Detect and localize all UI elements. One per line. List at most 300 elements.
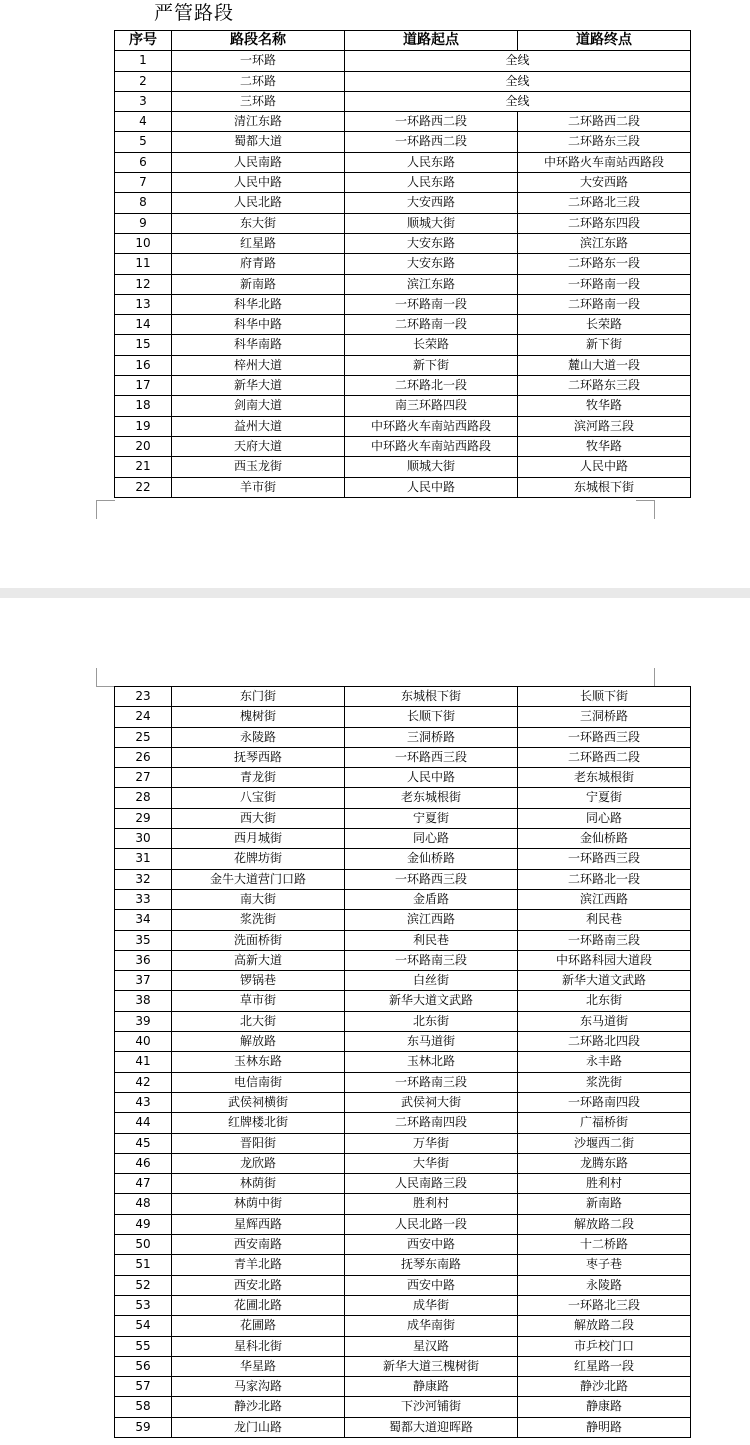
road-start: 玉林北路 bbox=[345, 1052, 518, 1072]
table-row bbox=[115, 971, 691, 991]
road-end: 长顺下街 bbox=[518, 687, 691, 707]
road-end: 二环路南一段 bbox=[518, 294, 691, 314]
road-end: 北东街 bbox=[518, 991, 691, 1011]
road-end: 一环路北三段 bbox=[518, 1295, 691, 1315]
road-end: 市乒校门口 bbox=[518, 1336, 691, 1356]
road-start: 利民巷 bbox=[345, 930, 518, 950]
table-row bbox=[115, 173, 691, 193]
road-start: 一环路西二段 bbox=[345, 112, 518, 132]
row-number: 6 bbox=[115, 152, 172, 172]
road-name: 新华大道 bbox=[172, 376, 345, 396]
row-number: 35 bbox=[115, 930, 172, 950]
document-page-2 bbox=[0, 598, 750, 1445]
road-end: 新华大道文武路 bbox=[518, 971, 691, 991]
row-number: 20 bbox=[115, 436, 172, 456]
row-number: 50 bbox=[115, 1235, 172, 1255]
road-name: 花圃北路 bbox=[172, 1295, 345, 1315]
table-row bbox=[115, 1295, 691, 1315]
table-row bbox=[115, 112, 691, 132]
road-start: 金仙桥路 bbox=[345, 849, 518, 869]
table-row bbox=[115, 1377, 691, 1397]
road-end: 胜利村 bbox=[518, 1174, 691, 1194]
road-name: 抚琴西路 bbox=[172, 747, 345, 767]
road-name: 洗面桥街 bbox=[172, 930, 345, 950]
row-number: 11 bbox=[115, 254, 172, 274]
road-end: 三洞桥路 bbox=[518, 707, 691, 727]
row-number: 32 bbox=[115, 869, 172, 889]
row-number: 10 bbox=[115, 233, 172, 253]
row-number: 16 bbox=[115, 355, 172, 375]
row-number: 48 bbox=[115, 1194, 172, 1214]
table-row bbox=[115, 1194, 691, 1214]
road-start: 中环路火车南站西路段 bbox=[345, 416, 518, 436]
road-start: 人民北路一段 bbox=[345, 1214, 518, 1234]
table-row bbox=[115, 213, 691, 233]
table-header-row bbox=[115, 31, 691, 51]
road-end: 解放路二段 bbox=[518, 1214, 691, 1234]
road-name: 剑南大道 bbox=[172, 396, 345, 416]
road-start: 抚琴东南路 bbox=[345, 1255, 518, 1275]
table-row bbox=[115, 436, 691, 456]
road-name: 人民中路 bbox=[172, 173, 345, 193]
road-name: 玉林东路 bbox=[172, 1052, 345, 1072]
road-end: 新下街 bbox=[518, 335, 691, 355]
road-end: 十二桥路 bbox=[518, 1235, 691, 1255]
road-end: 龙腾东路 bbox=[518, 1153, 691, 1173]
road-end: 静明路 bbox=[518, 1417, 691, 1437]
road-name: 红星路 bbox=[172, 233, 345, 253]
row-number: 55 bbox=[115, 1336, 172, 1356]
road-start: 静康路 bbox=[345, 1377, 518, 1397]
table-row bbox=[115, 1153, 691, 1173]
road-range-full: 全线 bbox=[345, 51, 691, 71]
road-start: 滨江东路 bbox=[345, 274, 518, 294]
road-end: 滨江西路 bbox=[518, 889, 691, 909]
road-name: 金牛大道营门口路 bbox=[172, 869, 345, 889]
road-start: 东马道街 bbox=[345, 1032, 518, 1052]
road-name: 府青路 bbox=[172, 254, 345, 274]
road-start: 金盾路 bbox=[345, 889, 518, 909]
road-start: 新华大道三槐树街 bbox=[345, 1356, 518, 1376]
road-name: 星科北街 bbox=[172, 1336, 345, 1356]
road-name: 高新大道 bbox=[172, 950, 345, 970]
road-name: 花牌坊街 bbox=[172, 849, 345, 869]
road-start: 一环路西二段 bbox=[345, 132, 518, 152]
table-row bbox=[115, 1316, 691, 1336]
row-number: 22 bbox=[115, 477, 172, 497]
row-number: 49 bbox=[115, 1214, 172, 1234]
row-number: 9 bbox=[115, 213, 172, 233]
row-number: 8 bbox=[115, 193, 172, 213]
road-name: 天府大道 bbox=[172, 436, 345, 456]
road-start: 万华街 bbox=[345, 1133, 518, 1153]
road-start: 东城根下街 bbox=[345, 687, 518, 707]
road-end: 静沙北路 bbox=[518, 1377, 691, 1397]
table-row bbox=[115, 1235, 691, 1255]
road-name: 人民北路 bbox=[172, 193, 345, 213]
road-name: 锣锅巷 bbox=[172, 971, 345, 991]
road-name: 永陵路 bbox=[172, 727, 345, 747]
road-end: 牧华路 bbox=[518, 436, 691, 456]
road-start: 一环路西三段 bbox=[345, 747, 518, 767]
road-start: 南三环路四段 bbox=[345, 396, 518, 416]
table-row bbox=[115, 1011, 691, 1031]
row-number: 7 bbox=[115, 173, 172, 193]
road-end: 大安西路 bbox=[518, 173, 691, 193]
road-start: 长荣路 bbox=[345, 335, 518, 355]
table-row bbox=[115, 1113, 691, 1133]
document-page-1 bbox=[0, 0, 750, 588]
row-number: 4 bbox=[115, 112, 172, 132]
row-number: 51 bbox=[115, 1255, 172, 1275]
table-row bbox=[115, 477, 691, 497]
table-row bbox=[115, 1032, 691, 1052]
road-end: 解放路二段 bbox=[518, 1316, 691, 1336]
road-name: 西玉龙街 bbox=[172, 457, 345, 477]
row-number: 25 bbox=[115, 727, 172, 747]
road-start: 三洞桥路 bbox=[345, 727, 518, 747]
road-start: 蜀都大道迎晖路 bbox=[345, 1417, 518, 1437]
row-number: 42 bbox=[115, 1072, 172, 1092]
row-number: 40 bbox=[115, 1032, 172, 1052]
road-end: 东城根下街 bbox=[518, 477, 691, 497]
road-end: 二环路北四段 bbox=[518, 1032, 691, 1052]
road-start: 大安东路 bbox=[345, 233, 518, 253]
road-end: 二环路东四段 bbox=[518, 213, 691, 233]
table-row bbox=[115, 274, 691, 294]
table-row bbox=[115, 808, 691, 828]
row-number: 37 bbox=[115, 971, 172, 991]
row-number: 30 bbox=[115, 829, 172, 849]
row-number: 17 bbox=[115, 376, 172, 396]
row-number: 29 bbox=[115, 808, 172, 828]
row-number: 3 bbox=[115, 91, 172, 111]
road-name: 人民南路 bbox=[172, 152, 345, 172]
road-name: 北大街 bbox=[172, 1011, 345, 1031]
row-number: 52 bbox=[115, 1275, 172, 1295]
road-name: 科华南路 bbox=[172, 335, 345, 355]
road-start: 大安东路 bbox=[345, 254, 518, 274]
road-name: 林荫街 bbox=[172, 1174, 345, 1194]
row-number: 36 bbox=[115, 950, 172, 970]
table-row bbox=[115, 991, 691, 1011]
road-name: 草市街 bbox=[172, 991, 345, 1011]
table-row bbox=[115, 132, 691, 152]
table-row bbox=[115, 294, 691, 314]
table-row bbox=[115, 71, 691, 91]
table-row bbox=[115, 335, 691, 355]
table-row bbox=[115, 315, 691, 335]
table-row bbox=[115, 396, 691, 416]
road-end: 老东城根街 bbox=[518, 768, 691, 788]
row-number: 2 bbox=[115, 71, 172, 91]
road-name: 静沙北路 bbox=[172, 1397, 345, 1417]
table-row bbox=[115, 1255, 691, 1275]
road-end: 浆洗街 bbox=[518, 1072, 691, 1092]
road-name: 花圃路 bbox=[172, 1316, 345, 1336]
row-number: 44 bbox=[115, 1113, 172, 1133]
road-start: 人民南路三段 bbox=[345, 1174, 518, 1194]
road-end: 中环路火车南站西路段 bbox=[518, 152, 691, 172]
road-name: 东大街 bbox=[172, 213, 345, 233]
row-number: 47 bbox=[115, 1174, 172, 1194]
road-start: 老东城根街 bbox=[345, 788, 518, 808]
page-corner-mark bbox=[636, 500, 655, 519]
road-name: 东门街 bbox=[172, 687, 345, 707]
road-start: 西安中路 bbox=[345, 1235, 518, 1255]
table-row bbox=[115, 930, 691, 950]
table-row bbox=[115, 193, 691, 213]
road-start: 宁夏街 bbox=[345, 808, 518, 828]
page-separator bbox=[0, 588, 750, 598]
road-end: 永丰路 bbox=[518, 1052, 691, 1072]
road-name: 羊市街 bbox=[172, 477, 345, 497]
road-end: 沙堰西二街 bbox=[518, 1133, 691, 1153]
table-row bbox=[115, 687, 691, 707]
road-start: 顺城大街 bbox=[345, 457, 518, 477]
road-name: 西安南路 bbox=[172, 1235, 345, 1255]
row-number: 27 bbox=[115, 768, 172, 788]
header-name: 路段名称 bbox=[172, 31, 345, 51]
row-number: 1 bbox=[115, 51, 172, 71]
road-end: 一环路西三段 bbox=[518, 849, 691, 869]
road-start: 一环路南三段 bbox=[345, 1072, 518, 1092]
road-end: 利民巷 bbox=[518, 910, 691, 930]
row-number: 56 bbox=[115, 1356, 172, 1376]
page-corner-mark bbox=[96, 500, 115, 519]
road-name: 青羊北路 bbox=[172, 1255, 345, 1275]
road-end: 广福桥街 bbox=[518, 1113, 691, 1133]
table-row bbox=[115, 788, 691, 808]
road-start: 西安中路 bbox=[345, 1275, 518, 1295]
road-name: 科华中路 bbox=[172, 315, 345, 335]
road-start: 白丝街 bbox=[345, 971, 518, 991]
table-row bbox=[115, 233, 691, 253]
road-start: 滨江西路 bbox=[345, 910, 518, 930]
row-number: 23 bbox=[115, 687, 172, 707]
road-end: 二环路东一段 bbox=[518, 254, 691, 274]
table-row bbox=[115, 91, 691, 111]
header-no: 序号 bbox=[115, 31, 172, 51]
road-start: 人民东路 bbox=[345, 173, 518, 193]
road-end: 东马道街 bbox=[518, 1011, 691, 1031]
table-row bbox=[115, 355, 691, 375]
page-corner-mark bbox=[636, 668, 655, 687]
road-range-full: 全线 bbox=[345, 91, 691, 111]
road-name: 龙欣路 bbox=[172, 1153, 345, 1173]
road-start: 人民东路 bbox=[345, 152, 518, 172]
road-name: 梓州大道 bbox=[172, 355, 345, 375]
road-name: 浆洗街 bbox=[172, 910, 345, 930]
road-range-full: 全线 bbox=[345, 71, 691, 91]
road-end: 枣子巷 bbox=[518, 1255, 691, 1275]
header-end: 道路终点 bbox=[518, 31, 691, 51]
road-end: 人民中路 bbox=[518, 457, 691, 477]
road-start: 星汉路 bbox=[345, 1336, 518, 1356]
road-name: 星辉西路 bbox=[172, 1214, 345, 1234]
row-number: 28 bbox=[115, 788, 172, 808]
road-table-page-2 bbox=[114, 686, 691, 1438]
road-end: 永陵路 bbox=[518, 1275, 691, 1295]
road-name: 槐树街 bbox=[172, 707, 345, 727]
table-row bbox=[115, 950, 691, 970]
road-name: 一环路 bbox=[172, 51, 345, 71]
road-name: 南大街 bbox=[172, 889, 345, 909]
road-start: 胜利村 bbox=[345, 1194, 518, 1214]
road-start: 同心路 bbox=[345, 829, 518, 849]
road-name: 科华北路 bbox=[172, 294, 345, 314]
road-end: 宁夏街 bbox=[518, 788, 691, 808]
table-row bbox=[115, 889, 691, 909]
road-end: 二环路东三段 bbox=[518, 132, 691, 152]
road-end: 中环路科园大道段 bbox=[518, 950, 691, 970]
road-start: 长顺下街 bbox=[345, 707, 518, 727]
road-start: 北东街 bbox=[345, 1011, 518, 1031]
road-name: 红牌楼北街 bbox=[172, 1113, 345, 1133]
road-name: 新南路 bbox=[172, 274, 345, 294]
table-row bbox=[115, 254, 691, 274]
road-end: 二环路西二段 bbox=[518, 747, 691, 767]
road-start: 二环路南一段 bbox=[345, 315, 518, 335]
table-row bbox=[115, 849, 691, 869]
row-number: 19 bbox=[115, 416, 172, 436]
row-number: 14 bbox=[115, 315, 172, 335]
road-start: 新华大道文武路 bbox=[345, 991, 518, 1011]
table-row bbox=[115, 1052, 691, 1072]
row-number: 26 bbox=[115, 747, 172, 767]
table-row bbox=[115, 152, 691, 172]
road-end: 二环路东三段 bbox=[518, 376, 691, 396]
row-number: 13 bbox=[115, 294, 172, 314]
table-row bbox=[115, 747, 691, 767]
road-end: 一环路南一段 bbox=[518, 274, 691, 294]
row-number: 58 bbox=[115, 1397, 172, 1417]
road-end: 二环路北三段 bbox=[518, 193, 691, 213]
table-row bbox=[115, 1174, 691, 1194]
road-start: 一环路南一段 bbox=[345, 294, 518, 314]
road-name: 西安北路 bbox=[172, 1275, 345, 1295]
road-end: 二环路北一段 bbox=[518, 869, 691, 889]
table-row bbox=[115, 1072, 691, 1092]
row-number: 34 bbox=[115, 910, 172, 930]
road-name: 八宝街 bbox=[172, 788, 345, 808]
table-row bbox=[115, 829, 691, 849]
row-number: 59 bbox=[115, 1417, 172, 1437]
road-end: 一环路西三段 bbox=[518, 727, 691, 747]
road-name: 武侯祠横街 bbox=[172, 1092, 345, 1112]
row-number: 12 bbox=[115, 274, 172, 294]
road-end: 红星路一段 bbox=[518, 1356, 691, 1376]
row-number: 46 bbox=[115, 1153, 172, 1173]
header-start: 道路起点 bbox=[345, 31, 518, 51]
table-row bbox=[115, 1336, 691, 1356]
road-name: 解放路 bbox=[172, 1032, 345, 1052]
road-end: 一环路南三段 bbox=[518, 930, 691, 950]
road-end: 静康路 bbox=[518, 1397, 691, 1417]
table-row bbox=[115, 707, 691, 727]
road-name: 二环路 bbox=[172, 71, 345, 91]
row-number: 18 bbox=[115, 396, 172, 416]
road-end: 牧华路 bbox=[518, 396, 691, 416]
road-name: 龙门山路 bbox=[172, 1417, 345, 1437]
table-row bbox=[115, 1275, 691, 1295]
table-row bbox=[115, 1397, 691, 1417]
road-start: 人民中路 bbox=[345, 477, 518, 497]
road-end: 麓山大道一段 bbox=[518, 355, 691, 375]
row-number: 45 bbox=[115, 1133, 172, 1153]
row-number: 57 bbox=[115, 1377, 172, 1397]
road-table-page-1 bbox=[114, 30, 691, 498]
road-name: 青龙街 bbox=[172, 768, 345, 788]
row-number: 53 bbox=[115, 1295, 172, 1315]
road-start: 人民中路 bbox=[345, 768, 518, 788]
road-end: 滨江东路 bbox=[518, 233, 691, 253]
road-end: 金仙桥路 bbox=[518, 829, 691, 849]
road-end: 二环路西二段 bbox=[518, 112, 691, 132]
table-row bbox=[115, 1417, 691, 1437]
road-end: 滨河路三段 bbox=[518, 416, 691, 436]
table-row bbox=[115, 727, 691, 747]
row-number: 43 bbox=[115, 1092, 172, 1112]
road-name: 林荫中街 bbox=[172, 1194, 345, 1214]
page-corner-mark bbox=[96, 668, 115, 687]
road-name: 益州大道 bbox=[172, 416, 345, 436]
table-row bbox=[115, 869, 691, 889]
table-row bbox=[115, 1092, 691, 1112]
road-start: 成华南街 bbox=[345, 1316, 518, 1336]
road-start: 成华街 bbox=[345, 1295, 518, 1315]
table-row bbox=[115, 416, 691, 436]
road-start: 二环路北一段 bbox=[345, 376, 518, 396]
road-end: 同心路 bbox=[518, 808, 691, 828]
road-name: 华星路 bbox=[172, 1356, 345, 1376]
road-end: 长荣路 bbox=[518, 315, 691, 335]
road-start: 武侯祠大街 bbox=[345, 1092, 518, 1112]
road-start: 顺城大街 bbox=[345, 213, 518, 233]
row-number: 39 bbox=[115, 1011, 172, 1031]
road-start: 中环路火车南站西路段 bbox=[345, 436, 518, 456]
table-row bbox=[115, 51, 691, 71]
road-start: 一环路南三段 bbox=[345, 950, 518, 970]
row-number: 31 bbox=[115, 849, 172, 869]
road-end: 一环路南四段 bbox=[518, 1092, 691, 1112]
road-start: 二环路南四段 bbox=[345, 1113, 518, 1133]
road-start: 大华街 bbox=[345, 1153, 518, 1173]
row-number: 54 bbox=[115, 1316, 172, 1336]
row-number: 5 bbox=[115, 132, 172, 152]
document-title: 严管路段 bbox=[154, 2, 235, 24]
table-row bbox=[115, 1356, 691, 1376]
road-name: 马家沟路 bbox=[172, 1377, 345, 1397]
row-number: 15 bbox=[115, 335, 172, 355]
road-start: 大安西路 bbox=[345, 193, 518, 213]
row-number: 38 bbox=[115, 991, 172, 1011]
row-number: 41 bbox=[115, 1052, 172, 1072]
road-end: 新南路 bbox=[518, 1194, 691, 1214]
table-row bbox=[115, 910, 691, 930]
road-name: 西月城街 bbox=[172, 829, 345, 849]
road-start: 一环路西三段 bbox=[345, 869, 518, 889]
road-name: 三环路 bbox=[172, 91, 345, 111]
road-name: 清江东路 bbox=[172, 112, 345, 132]
table-row bbox=[115, 1133, 691, 1153]
table-row bbox=[115, 376, 691, 396]
table-row bbox=[115, 457, 691, 477]
road-name: 晋阳街 bbox=[172, 1133, 345, 1153]
road-start: 下沙河铺街 bbox=[345, 1397, 518, 1417]
road-start: 新下街 bbox=[345, 355, 518, 375]
row-number: 24 bbox=[115, 707, 172, 727]
